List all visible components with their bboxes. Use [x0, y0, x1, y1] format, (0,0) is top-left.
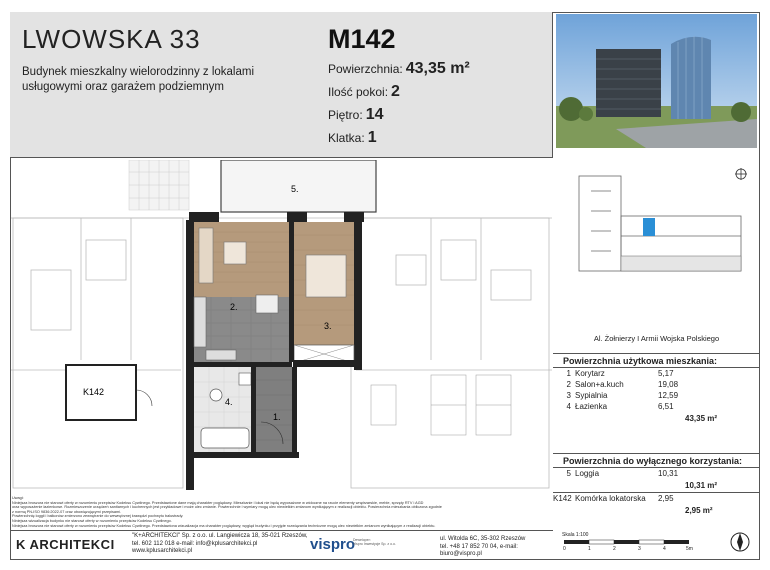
address-line: "K+ARCHITEKCI" Sp. z o.o. ul. Langiewicza 18, 35-021 Rzeszów,	[132, 533, 308, 539]
param-label: Ilość pokoi:	[328, 85, 389, 99]
param-label: Powierzchnia:	[328, 62, 403, 76]
row-number: 5	[566, 469, 571, 478]
scale-tick: 5m	[686, 546, 693, 552]
scale-tick: 2	[613, 546, 616, 552]
param-value: 2	[391, 83, 400, 100]
notes-title: Uwagi:	[12, 496, 24, 500]
loggia-total: 10,31 m²	[553, 479, 760, 493]
param-staircase	[328, 129, 470, 152]
row-name: Loggia	[575, 469, 600, 478]
storage-total: 2,95 m²	[685, 506, 713, 515]
param-floor	[328, 106, 470, 129]
row-name: Korytarz	[575, 369, 605, 378]
usable-area-total: 43,35 m²	[685, 414, 718, 423]
developer-address	[440, 536, 553, 559]
row-area: 12,59	[658, 391, 679, 400]
note-line: Powierzchnię loggii i balkonów zmierzono zewnętrznie do wewnętrznej krawędzi pochwytu balustrady.	[12, 514, 184, 519]
param-area	[328, 60, 470, 83]
param-rooms	[328, 83, 470, 106]
address-line: tel. +48 17 852 70 04, e-mail: biuro@vispro.pl	[440, 543, 518, 557]
address-line: tel. 602 112 018 e-mail: info@kplusarchitekci.pl	[132, 540, 258, 547]
street-name: LWOWSKA 33	[22, 24, 201, 54]
sidebar	[553, 148, 760, 515]
row-number: 3	[566, 391, 571, 400]
note-line: Niniejsza wizualizacja budynku nie stanowi oferty w rozumieniu przepisów Kodeksu Cywilnego.	[12, 518, 172, 523]
param-value: 14	[365, 106, 384, 123]
row-area: 19,08	[658, 380, 679, 389]
row-area: 6,51	[658, 402, 674, 411]
notes	[12, 496, 552, 528]
note-line: Niniejsza broszura nie stanowi oferty w rozumieniu przepisów Kodeksu Cywilnego. Przedstawione dane mają charakter poglądowy. Mieszkanie i lokal nie będą wyposażone w widoczne na rzucie elementy wnętrzarskie, meble, sprzęty RTV i AGD	[12, 500, 424, 505]
room-4-label: 4.	[225, 397, 233, 407]
architect-address	[132, 533, 308, 556]
room-2-label: 2.	[230, 302, 238, 312]
param-value: 1	[367, 129, 377, 146]
exclusive-area-table	[553, 453, 760, 518]
row-number: 4	[566, 402, 571, 411]
table-row	[553, 468, 760, 479]
address-line: www.kplusarchitekci.pl	[132, 548, 193, 554]
architect-logo: K ARCHITEKCI	[16, 537, 115, 552]
row-name: Sypialnia	[575, 391, 608, 400]
note-line: Niniejsza broszura nie stanowi oferty w rozumieniu przepisów Kodeksu Cywilnego. Przedstawiona wizualizacja ma charakter poglądowy, wygląd budynku i przyjęte rozwiązania techniczne mogą ulec niewielkim zmianom wynikającym z realizacji obiektu.	[12, 523, 436, 528]
storage-label: K142	[83, 387, 105, 397]
scale-tick: 3	[638, 546, 641, 552]
building-visualization	[556, 14, 757, 148]
developer-subtitle	[353, 538, 396, 546]
table-row	[553, 368, 760, 379]
room-5-label: 5.	[291, 184, 299, 194]
row-area: 10,31	[658, 469, 679, 478]
location-map	[561, 156, 753, 331]
param-label: Piętro:	[328, 108, 363, 122]
compass-icon	[728, 530, 752, 554]
row-area: 2,95	[658, 494, 674, 503]
floor-plan	[11, 160, 552, 493]
usable-area-title: Powierzchnia użytkowa mieszkania:	[553, 354, 760, 368]
note-line: oraz wyposażenie łazienkowe. Rozmieszczenie urządzeń sanitarnych i kuchennych jest przykładowe i może ulec zmianie. Powierzchnie i wymiary mogą ulec niewielkim zmianom wynikającym z realizacji obiektu. Powierzchnia mieszkania obliczona zgodnie	[12, 505, 442, 510]
row-number: 1	[566, 369, 571, 378]
scale-tick: 4	[663, 546, 666, 552]
unit-params	[328, 60, 470, 152]
header-panel	[10, 12, 553, 158]
footer	[10, 530, 553, 560]
row-name: Salon+a.kuch	[575, 380, 624, 389]
scale-label: Skala 1:100	[562, 532, 589, 538]
room-1-label: 1.	[273, 412, 281, 422]
row-number: 2	[566, 380, 571, 389]
subtitle-line: Deweloper:	[353, 538, 371, 542]
subtitle-line: Vispro Inwestycje Sp. z o.o.	[353, 542, 396, 546]
table-row	[553, 390, 760, 401]
room-3-label: 3.	[324, 321, 332, 331]
unit-number: M142	[328, 24, 396, 54]
table-row	[553, 493, 760, 504]
street-label: Al. Żołnierzy I Armii Wojska Polskiego	[593, 334, 720, 343]
table-row	[553, 401, 760, 412]
scale-tick: 1	[588, 546, 591, 552]
developer-logo: vispro	[310, 536, 356, 553]
param-label: Klatka:	[328, 131, 365, 145]
scale-bar	[562, 532, 722, 556]
row-number: K142	[553, 494, 572, 503]
row-name: Łazienka	[575, 402, 608, 411]
exclusive-area-title: Powierzchnia do wyłącznego korzystania:	[553, 454, 760, 468]
note-line: z normą PN-ISO 9836:2022-07 oraz obowiązującymi przepisami.	[12, 509, 122, 514]
scale-tick: 0	[563, 546, 566, 552]
table-row	[553, 379, 760, 390]
row-area: 5,17	[658, 369, 674, 378]
usable-area-table	[553, 353, 760, 426]
address-line: ul. Witolda 6C, 35-302 Rzeszów	[440, 536, 526, 542]
row-name: Komórka lokatorska	[575, 494, 646, 503]
param-value: 43,35 m²	[405, 60, 470, 77]
building-description: Budynek mieszkalny wielorodzinny z lokalami usługowymi oraz garażem podziemnym	[22, 66, 255, 93]
